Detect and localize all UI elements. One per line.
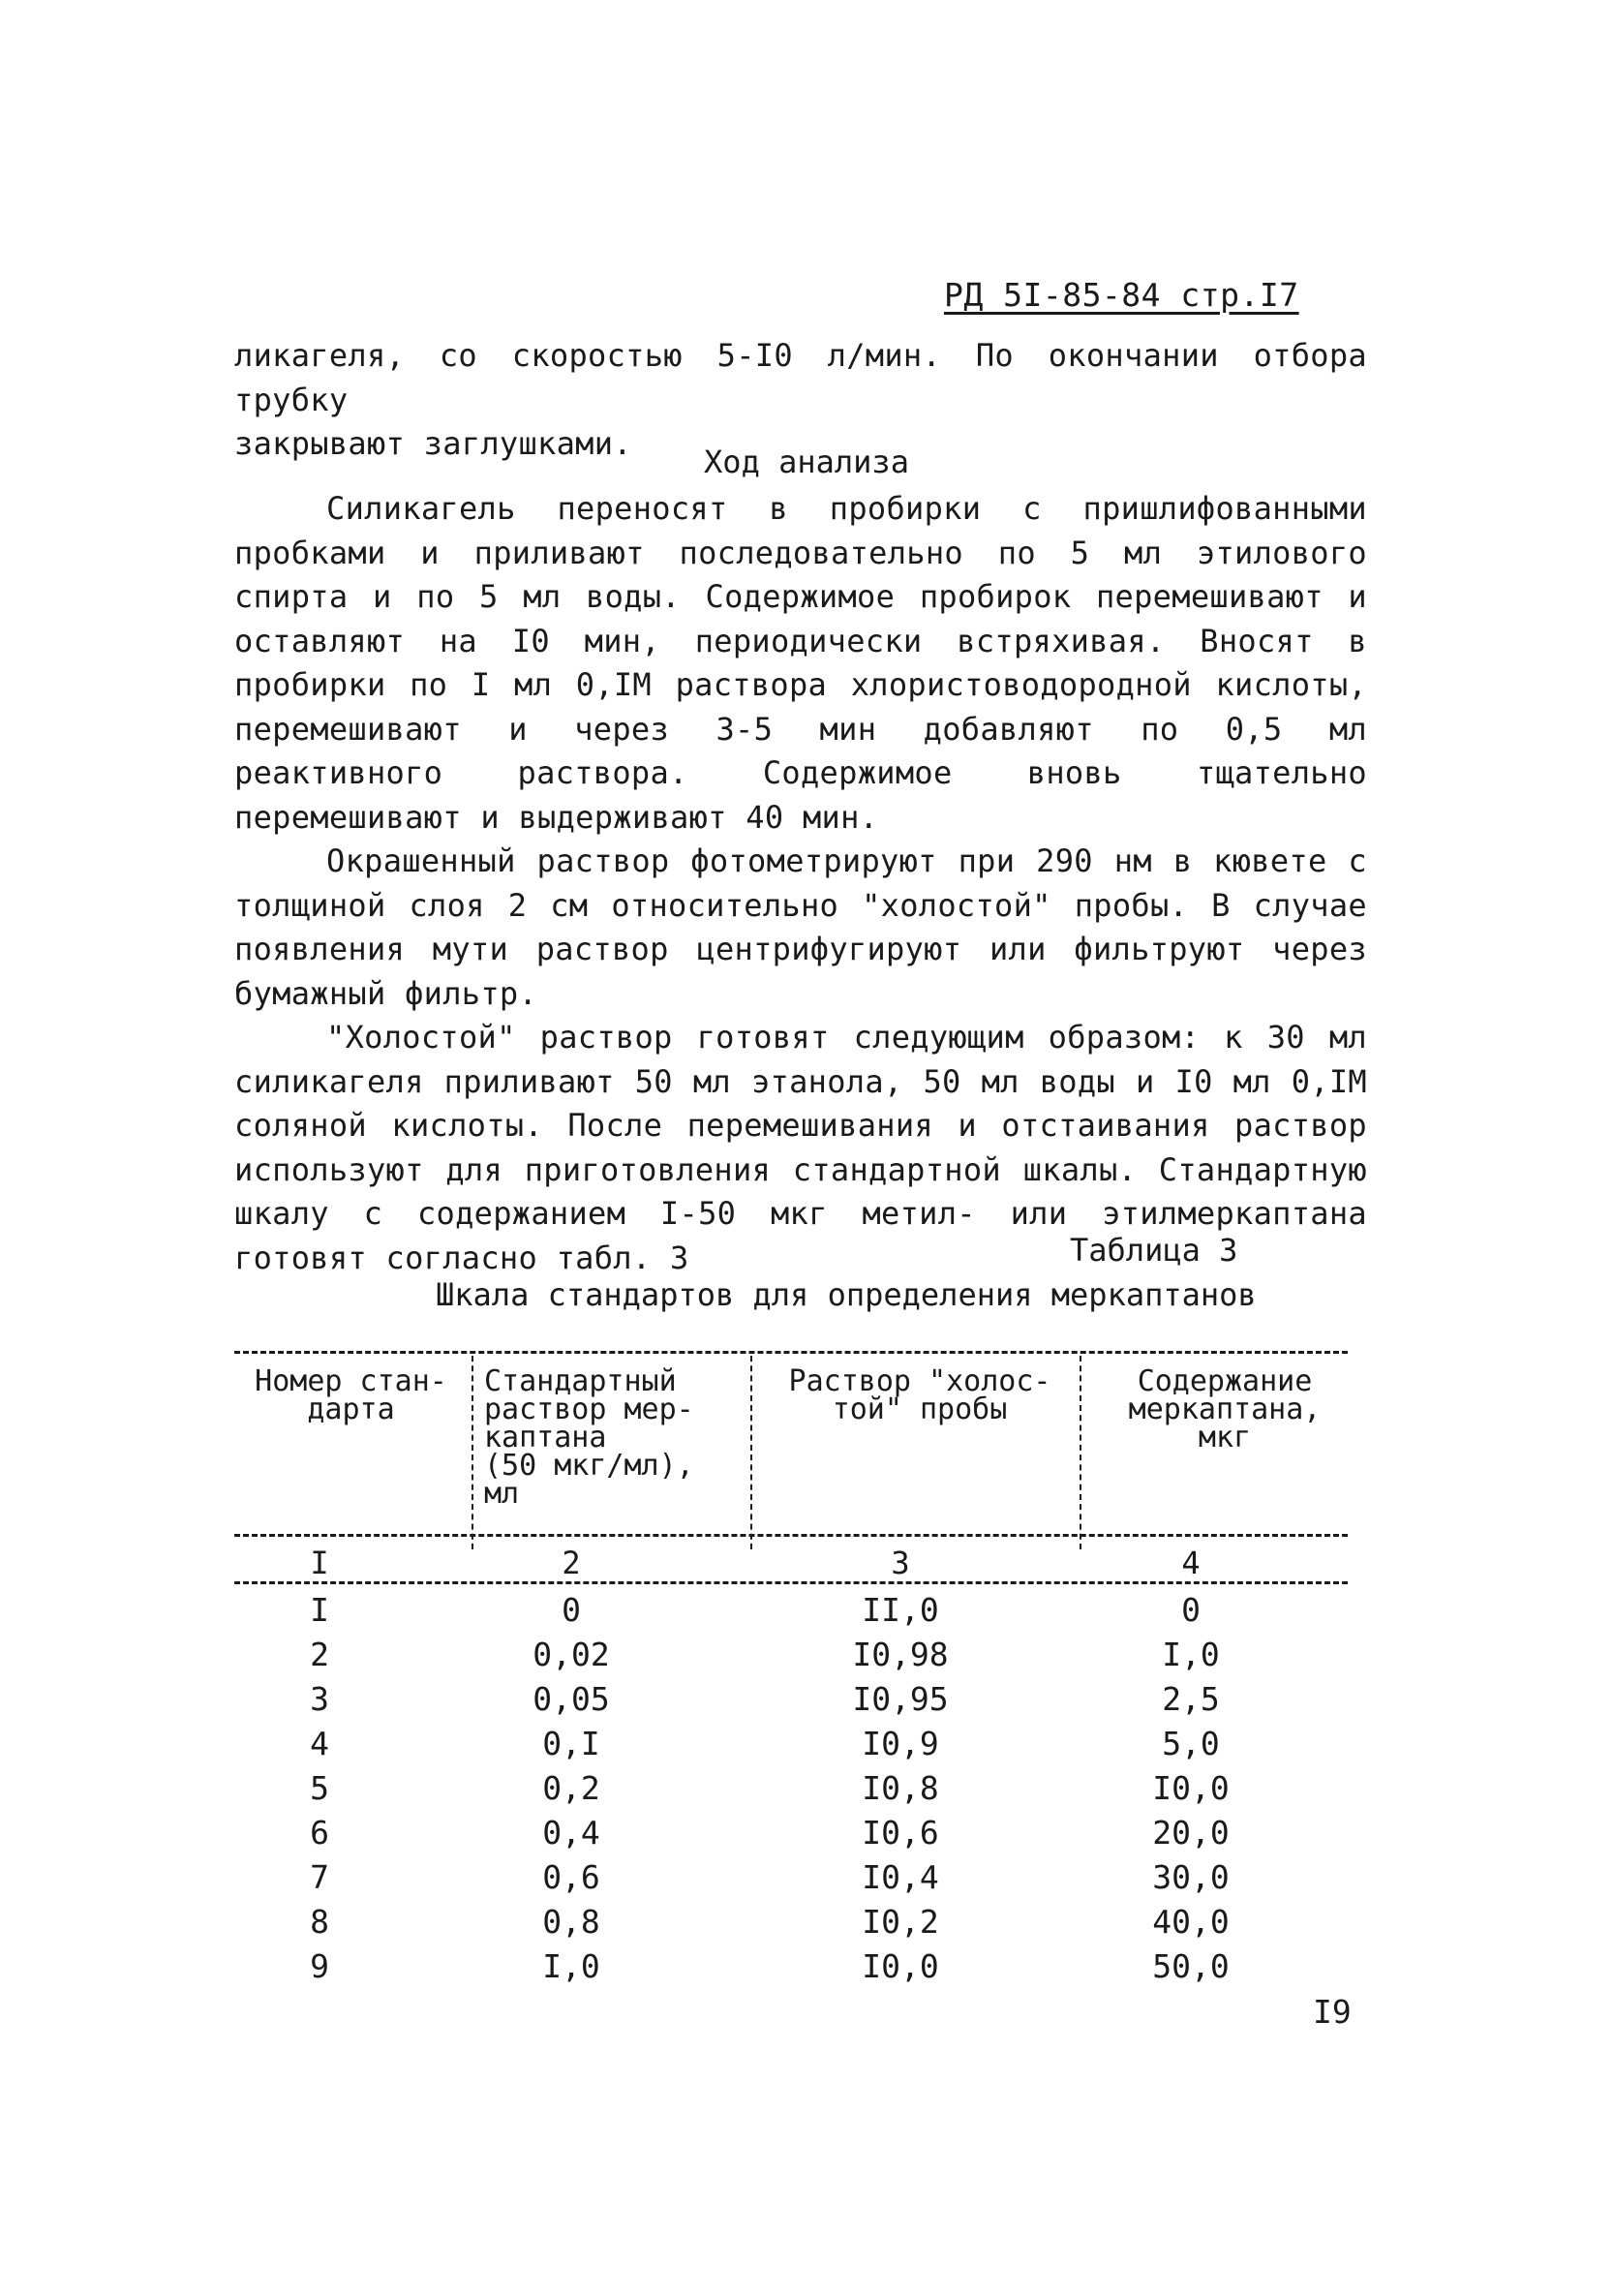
table-row [0,1814,1613,1858]
paragraph-1: Силикагель переносят в пробирки с пришлифованными пробками и приливают последовательно по 5 мл этилового спирта и по 5 мл воды. Содержимое пробирок перемешивают и оставляют на I0 мин, периодически встряхивая. Вносят в пробирки по I мл 0,IМ раствора хлористоводородной кислоты, перемешивают и через 3-5 мин добавляют по 0,5 мл реактивного раствора. Содержимое вновь тщательно перемешивают и выдерживают 40 мин. [234,490,1367,836]
header-rule [234,1534,1348,1537]
table-cell: I0,2 [862,1903,939,1941]
table-cell: I,0 [1162,1636,1220,1673]
table-cell: 0 [562,1591,581,1629]
table-cell: I0,6 [862,1814,939,1852]
table-cell: I0,95 [852,1680,949,1718]
column-number: 3 [891,1545,910,1581]
intro-line-2: закрывают заглушками. [234,425,632,462]
table-cell: 2,5 [1162,1680,1220,1718]
header-standard-solution: Стандартный раствор мер- каптана (50 мкг/мл), мл [484,1364,694,1511]
header-blank-solution: Раствор "холос- той" пробы [788,1364,1051,1426]
table-row [0,1947,1613,1992]
table-cell: 0,4 [542,1814,600,1852]
table-cell: I0,8 [862,1769,939,1807]
table-cell: 30,0 [1152,1858,1230,1896]
table-cell: 0,2 [542,1769,600,1807]
paragraph-2: Окрашенный раствор фотометрируют при 290 нм в кювете с толщиной слоя 2 см относительно "холостой" пробы. В случае появления мути раствор центрифугируют или фильтруют через бумажный фильтр. [234,842,1367,1012]
table-cell: 8 [310,1903,329,1941]
table-cell: I0,9 [862,1725,939,1762]
table-cell: 5,0 [1162,1725,1220,1762]
document-reference: РД 5I-85-84 стр.I7 [944,276,1299,314]
table-cell: 5 [310,1769,329,1807]
table-cell: 0,8 [542,1903,600,1941]
table-title: Шкала стандартов для определения меркаптанов [436,1276,1257,1313]
paragraph-3: "Холостой" раствор готовят следующим образом: к 30 мл силикагеля приливают 50 мл этанола, 50 мл воды и I0 мл 0,IМ соляной кислоты. После перемешивания и отстаивания раствор используют для приготовления стандартной шкалы. Стандартную шкалу с содержанием I-50 мкг метил- или этилмеркаптана готовят согласно табл. 3 [234,1019,1367,1276]
table-cell: 0,I [542,1725,600,1762]
table-cell: 2 [310,1636,329,1673]
table-top-rule [234,1351,1348,1354]
table-cell: I0,0 [862,1947,939,1985]
table-cell: 3 [310,1680,329,1718]
table-cell: I0,0 [1152,1769,1230,1807]
table-cell: I0,4 [862,1858,939,1896]
header-mercaptan-content: Содержание меркаптана, мкг [1128,1364,1322,1454]
column-divider [472,1356,473,1549]
column-divider [750,1356,752,1549]
table-label: Таблица 3 [1070,1232,1238,1269]
column-number: 2 [562,1545,581,1581]
table-row [0,1680,1613,1725]
table-row [0,1636,1613,1680]
table-cell: I [310,1591,329,1629]
table-cell: 0,02 [533,1636,610,1673]
page-number: I9 [1313,1993,1352,2031]
table-cell: 7 [310,1858,329,1896]
table-row [0,1725,1613,1769]
column-number: 4 [1181,1545,1201,1581]
table-row [0,1769,1613,1814]
intro-line-1: ликагеля, со скоростью 5-I0 л/мин. По окончании отбора трубку [234,337,1367,418]
table-cell: 40,0 [1152,1903,1230,1941]
table-row [0,1903,1613,1947]
table-cell: 0,05 [533,1680,610,1718]
table-cell: 20,0 [1152,1814,1230,1852]
column-number: I [310,1545,329,1581]
table-cell: 6 [310,1814,329,1852]
table-row [0,1591,1613,1636]
table-cell: I0,98 [852,1636,949,1673]
section-heading: Ход анализа [704,444,909,480]
table-cell: 0 [1181,1591,1201,1629]
table-row [0,1858,1613,1903]
header-standard-number: Номер стан- дарта [255,1364,447,1426]
table-cell: I,0 [542,1947,600,1985]
table-cell: 50,0 [1152,1947,1230,1985]
column-divider [1080,1356,1081,1549]
table-cell: 4 [310,1725,329,1762]
table-cell: 9 [310,1947,329,1985]
table-cell: II,0 [862,1591,939,1629]
analysis-text [234,487,1367,1280]
column-number-rule [234,1581,1348,1584]
table-cell: 0,6 [542,1858,600,1896]
